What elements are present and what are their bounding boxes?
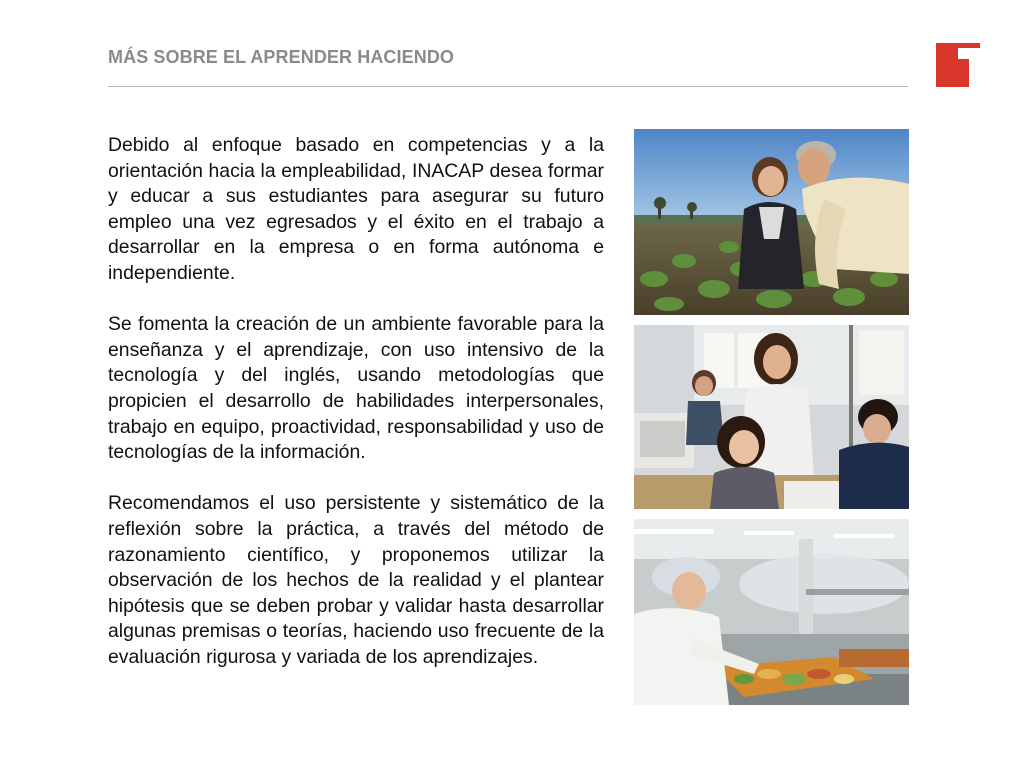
field-agriculture-photo <box>634 129 909 315</box>
title-divider <box>108 86 908 87</box>
kitchen-buffet-photo <box>634 519 909 705</box>
paragraph-competencias: Debido al enfoque basado en competencias y a la orientación hacia la empleabilidad, INACAP desea formar y educar a sus estudiantes para asegurar su futuro empleo una vez egresados y el éxito en el trabajo a desarrollar en la empresa o en forma autónoma e independiente. <box>108 134 604 284</box>
page-title: MÁS SOBRE EL APRENDER HACIENDO <box>108 47 455 67</box>
paragraph-ambiente: Se fomenta la creación de un ambiente favorable para la enseñanza y el aprendizaje, con uso intensivo de la tecnología y del inglés, usando metodologías que propicien el desarrollo de habilidades interpersonales, trabajo en equipo, proactividad, responsabilidad y uso de tecnologías de la información. <box>108 313 604 464</box>
inacap-logo <box>936 43 980 87</box>
computer-lab-photo <box>634 325 909 509</box>
paragraph-reflexion: Recomendamos el uso persistente y sistemático de la reflexión sobre la práctica, a través del método de razonamiento científico, y proponemos utilizar la observación de los hechos de la realidad y el plantear hipótesis que se deben probar y validar hasta desarrollar algunas premisas o teorías, haciendo uso frecuente de la evaluación rigurosa y variada de los aprendizajes. <box>108 492 604 668</box>
body-text <box>108 133 604 670</box>
